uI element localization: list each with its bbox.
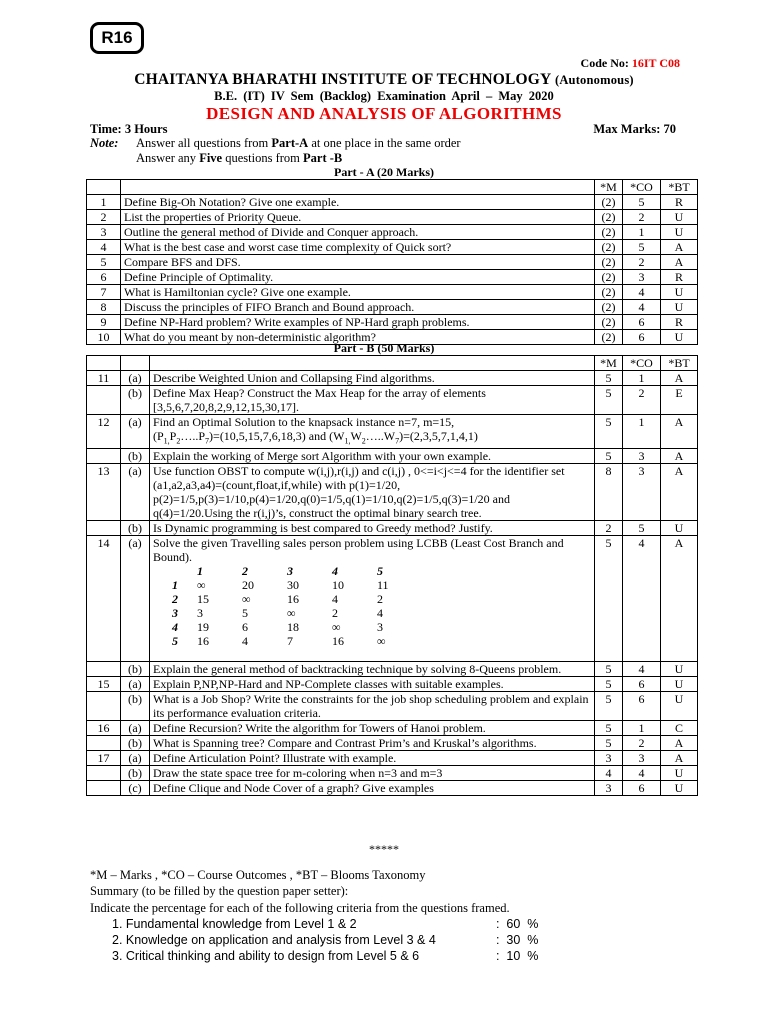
sub-part: (b) bbox=[121, 386, 150, 415]
course-outcome: 6 bbox=[623, 677, 661, 692]
matrix-row bbox=[153, 578, 422, 592]
part-a-heading: Part - A (20 Marks) bbox=[334, 165, 434, 179]
course-outcome: 4 bbox=[623, 662, 661, 677]
question-text: Define Clique and Node Cover of a graph? Give examples bbox=[150, 781, 595, 796]
blooms-level: U bbox=[661, 225, 698, 240]
matrix-cell: 10 bbox=[332, 578, 344, 593]
matrix-cell: 3 bbox=[377, 620, 383, 635]
question-number: 3 bbox=[87, 225, 121, 240]
matrix-corner bbox=[153, 564, 197, 578]
header-sub bbox=[121, 356, 150, 371]
institute-suffix: (Autonomous) bbox=[554, 73, 634, 87]
blooms-level: A bbox=[661, 255, 698, 270]
marks: 3 bbox=[595, 751, 623, 766]
criteria-percent: : 30 % bbox=[496, 933, 539, 947]
matrix-cell: 4 bbox=[332, 592, 338, 607]
blooms-level: U bbox=[661, 677, 698, 692]
question-text: Explain P,NP,NP-Hard and NP-Complete classes with suitable examples. bbox=[150, 677, 595, 692]
question-text bbox=[150, 536, 595, 662]
question-number-empty bbox=[87, 781, 121, 796]
marks: (2) bbox=[595, 225, 623, 240]
question-text: Compare BFS and DFS. bbox=[121, 255, 595, 270]
table-row bbox=[87, 270, 698, 285]
course-outcome: 3 bbox=[623, 449, 661, 464]
question-number: 15 bbox=[87, 677, 121, 692]
matrix-row-header: 1 bbox=[172, 578, 178, 593]
institute-name bbox=[0, 71, 768, 89]
note2-bold1: Five bbox=[199, 151, 223, 165]
sub-part: (a) bbox=[121, 677, 150, 692]
course-outcome: 2 bbox=[623, 736, 661, 751]
marks: 5 bbox=[595, 371, 623, 386]
marks: (2) bbox=[595, 240, 623, 255]
marks: 4 bbox=[595, 766, 623, 781]
table-row bbox=[87, 225, 698, 240]
end-stars: ***** bbox=[369, 842, 399, 856]
sub-part: (a) bbox=[121, 371, 150, 386]
question-text: What is the best case and worst case time complexity of Quick sort? bbox=[121, 240, 595, 255]
question-number-empty bbox=[87, 766, 121, 781]
header-no bbox=[87, 356, 121, 371]
course-outcome: 5 bbox=[623, 240, 661, 255]
sub-part: (b) bbox=[121, 449, 150, 464]
question-number: 1 bbox=[87, 195, 121, 210]
header-no bbox=[87, 180, 121, 195]
table-row bbox=[87, 210, 698, 225]
sub-part: (b) bbox=[121, 736, 150, 751]
matrix-cell: 4 bbox=[377, 606, 383, 621]
marks: 5 bbox=[595, 449, 623, 464]
course-outcome: 4 bbox=[623, 766, 661, 781]
question-number: 12 bbox=[87, 415, 121, 449]
marks: (2) bbox=[595, 255, 623, 270]
matrix-cell: 2 bbox=[332, 606, 338, 621]
blooms-level: U bbox=[661, 662, 698, 677]
note2-pre: Answer any bbox=[136, 151, 200, 165]
question-number: 8 bbox=[87, 300, 121, 315]
course-outcome: 2 bbox=[623, 255, 661, 270]
course-outcome: 4 bbox=[623, 536, 661, 662]
table-row bbox=[87, 255, 698, 270]
matrix-cell: 16 bbox=[197, 634, 209, 649]
table-row bbox=[87, 692, 698, 721]
sub-part: (a) bbox=[121, 721, 150, 736]
matrix-col-header: 1 bbox=[197, 564, 203, 579]
question-number-empty bbox=[87, 449, 121, 464]
matrix-cell: 20 bbox=[242, 578, 254, 593]
course-outcome: 1 bbox=[623, 225, 661, 240]
matrix-cell: 3 bbox=[197, 606, 203, 621]
sub-part: (a) bbox=[121, 415, 150, 449]
table-row bbox=[87, 464, 698, 521]
table-row bbox=[87, 536, 698, 662]
question-text-p-tail: =(10,5,15,7,6,18,3) and (W bbox=[213, 429, 345, 443]
matrix-cell: 2 bbox=[377, 592, 383, 607]
course-outcome: 5 bbox=[623, 521, 661, 536]
part-b-heading: Part - B (50 Marks) bbox=[333, 341, 435, 355]
code-label: Code No: bbox=[580, 56, 629, 70]
table-row bbox=[87, 386, 698, 415]
question-text: Define Recursion? Write the algorithm for Towers of Hanoi problem. bbox=[150, 721, 595, 736]
table-row bbox=[87, 736, 698, 751]
part-a-header-row bbox=[87, 180, 698, 195]
matrix-col-header: 4 bbox=[332, 564, 338, 579]
criteria-item bbox=[112, 949, 539, 963]
marks: (2) bbox=[595, 315, 623, 330]
note-line-1 bbox=[136, 136, 461, 151]
sub-part: (b) bbox=[121, 692, 150, 721]
course-outcome: 4 bbox=[623, 300, 661, 315]
matrix-row-header: 2 bbox=[172, 592, 178, 607]
course-outcome: 2 bbox=[623, 386, 661, 415]
course-outcome: 2 bbox=[623, 210, 661, 225]
matrix-row-header: 3 bbox=[172, 606, 178, 621]
question-text: What do you meant by non-deterministic algorithm? bbox=[121, 330, 595, 345]
matrix-cell: ∞ bbox=[197, 578, 206, 593]
marks: (2) bbox=[595, 210, 623, 225]
marks: 5 bbox=[595, 677, 623, 692]
code-value: 16IT C08 bbox=[631, 56, 680, 70]
part-b-header-row bbox=[87, 356, 698, 371]
matrix-cell: ∞ bbox=[332, 620, 341, 635]
course-outcome: 1 bbox=[623, 415, 661, 449]
blooms-level: C bbox=[661, 721, 698, 736]
marks: 2 bbox=[595, 521, 623, 536]
question-number: 10 bbox=[87, 330, 121, 345]
matrix-row-header: 5 bbox=[172, 634, 178, 649]
blooms-level: U bbox=[661, 285, 698, 300]
question-text: What is Hamiltonian cycle? Give one example. bbox=[121, 285, 595, 300]
table-row bbox=[87, 662, 698, 677]
question-text: Define Principle of Optimality. bbox=[121, 270, 595, 285]
marks: 5 bbox=[595, 721, 623, 736]
course-outcome: 6 bbox=[623, 692, 661, 721]
matrix-cell: ∞ bbox=[242, 592, 251, 607]
marks: 5 bbox=[595, 386, 623, 415]
header-co: *CO bbox=[623, 180, 661, 195]
sub-part: (c) bbox=[121, 781, 150, 796]
course-outcome: 5 bbox=[623, 195, 661, 210]
marks: 3 bbox=[595, 781, 623, 796]
blooms-level: U bbox=[661, 330, 698, 345]
marks: 5 bbox=[595, 692, 623, 721]
matrix-header-row bbox=[153, 564, 422, 578]
question-number: 9 bbox=[87, 315, 121, 330]
blooms-level: U bbox=[661, 692, 698, 721]
matrix-cell: 16 bbox=[332, 634, 344, 649]
marks: (2) bbox=[595, 285, 623, 300]
question-text: Outline the general method of Divide and Conquer approach. bbox=[121, 225, 595, 240]
matrix-row bbox=[153, 592, 422, 606]
question-text: Define Big-Oh Notation? Give one example. bbox=[121, 195, 595, 210]
matrix-cell: 15 bbox=[197, 592, 209, 607]
matrix-cell: ∞ bbox=[287, 606, 296, 621]
table-row bbox=[87, 721, 698, 736]
question-number-empty bbox=[87, 736, 121, 751]
question-text: Explain the general method of backtracking technique by solving 8-Queens problem. bbox=[150, 662, 595, 677]
matrix-col-header: 3 bbox=[287, 564, 293, 579]
question-text: Discuss the principles of FIFO Branch and Bound approach. bbox=[121, 300, 595, 315]
sub-part: (b) bbox=[121, 766, 150, 781]
question-text: Define NP-Hard problem? Write examples of NP-Hard graph problems. bbox=[121, 315, 595, 330]
question-number-empty bbox=[87, 692, 121, 721]
header-question bbox=[150, 356, 595, 371]
marks: (2) bbox=[595, 300, 623, 315]
table-row bbox=[87, 371, 698, 386]
note1-post: at one place in the same order bbox=[308, 136, 461, 150]
time-allowed: Time: 3 Hours bbox=[90, 122, 168, 136]
question-text: What is Spanning tree? Compare and Contrast Prim’s and Kruskal’s algorithms. bbox=[150, 736, 595, 751]
tsp-cost-matrix bbox=[153, 564, 422, 648]
matrix-row-header: 4 bbox=[172, 620, 178, 635]
blooms-level: A bbox=[661, 536, 698, 662]
marks: 5 bbox=[595, 415, 623, 449]
question-number-empty bbox=[87, 662, 121, 677]
table-row bbox=[87, 766, 698, 781]
part-a-table bbox=[86, 179, 698, 345]
blooms-level: U bbox=[661, 521, 698, 536]
question-number: 16 bbox=[87, 721, 121, 736]
question-text: List the properties of Priority Queue. bbox=[121, 210, 595, 225]
question-text: Explain the working of Merge sort Algorithm with your own example. bbox=[150, 449, 595, 464]
marks: (2) bbox=[595, 270, 623, 285]
table-row bbox=[87, 521, 698, 536]
matrix-cell: 5 bbox=[242, 606, 248, 621]
blooms-level: A bbox=[661, 751, 698, 766]
summary-intro: Indicate the percentage for each of the following criteria from the questions framed. bbox=[90, 901, 510, 915]
question-text: Find an Optimal Solution to the knapsack instance n=7, m=15, $(P_{1,}P_2\dots..P_7)=(10,5,15,7,6,18,3)$ and $(W_{1,}W_2\dots..W_7)=(2,3,5,7,1,4,1)$ bbox=[150, 415, 595, 449]
institute-title: CHAITANYA BHARATHI INSTITUTE OF TECHNOLOGY bbox=[134, 71, 551, 88]
table-row bbox=[87, 315, 698, 330]
matrix-cell: 6 bbox=[242, 620, 248, 635]
note1-bold: Part-A bbox=[271, 136, 309, 150]
matrix-col-header: 5 bbox=[377, 564, 383, 579]
matrix-row bbox=[153, 634, 422, 648]
note-line-2 bbox=[136, 151, 342, 166]
blooms-level: A bbox=[661, 736, 698, 751]
criteria-item bbox=[112, 933, 539, 947]
course-outcome: 1 bbox=[623, 371, 661, 386]
blooms-level: E bbox=[661, 386, 698, 415]
question-number-empty bbox=[87, 521, 121, 536]
marks: 5 bbox=[595, 736, 623, 751]
note2-mid: questions from bbox=[222, 151, 304, 165]
header-marks: *M bbox=[595, 356, 623, 371]
table-row bbox=[87, 677, 698, 692]
criteria-percent: : 60 % bbox=[496, 917, 539, 931]
matrix-cell: 7 bbox=[287, 634, 293, 649]
header-bt: *BT bbox=[661, 356, 698, 371]
note-label-text: Note: bbox=[90, 136, 119, 150]
question-text: Define Articulation Point? Illustrate with example. bbox=[150, 751, 595, 766]
sub-part: (a) bbox=[121, 751, 150, 766]
table-row bbox=[87, 240, 698, 255]
sub-part: (b) bbox=[121, 521, 150, 536]
table-row bbox=[87, 285, 698, 300]
marks: (2) bbox=[595, 195, 623, 210]
matrix-cell: 18 bbox=[287, 620, 299, 635]
table-row bbox=[87, 751, 698, 766]
sub-part: (a) bbox=[121, 536, 150, 662]
table-row bbox=[87, 195, 698, 210]
matrix-cell: 4 bbox=[242, 634, 248, 649]
table-row bbox=[87, 415, 698, 449]
question-number: 13 bbox=[87, 464, 121, 521]
matrix-cell: 11 bbox=[377, 578, 389, 593]
blooms-level: A bbox=[661, 371, 698, 386]
question-text-p: (P bbox=[153, 429, 164, 443]
question-number: 7 bbox=[87, 285, 121, 300]
blooms-level: R bbox=[661, 270, 698, 285]
matrix-cell: 16 bbox=[287, 592, 299, 607]
blooms-level: R bbox=[661, 195, 698, 210]
marks: 5 bbox=[595, 662, 623, 677]
sub-part: (a) bbox=[121, 464, 150, 521]
question-text-line1: Find an Optimal Solution to the knapsack instance n=7, m=15, bbox=[153, 415, 455, 429]
table-row bbox=[87, 300, 698, 315]
question-text: What is a Job Shop? Write the constraints for the job shop scheduling problem and explain its performance evaluation criteria. bbox=[150, 692, 595, 721]
question-number: 2 bbox=[87, 210, 121, 225]
course-outcome: 3 bbox=[623, 270, 661, 285]
question-text: Describe Weighted Union and Collapsing Find algorithms. bbox=[150, 371, 595, 386]
question-text: Use function OBST to compute w(i,j),r(i,j) and c(i,j) , 0<=i<j<=4 for the identifier set (a1,a2,a3,a4)=(count,float,if,while) with p(1)=1/20, p(2)=1/5,p(3)=1/10,p(4)=1/20,q(0)=1/5,q(1)=1/10,q(2)=1/5,q(3)=1/20 and q(4)=1/20.Using the r(i,j)’s, construct the optimal binary search tree. bbox=[150, 464, 595, 521]
note-label bbox=[90, 136, 118, 151]
criteria-item bbox=[112, 917, 539, 931]
note1-pre: Answer all questions from bbox=[136, 136, 272, 150]
blooms-level: A bbox=[661, 415, 698, 449]
header-question bbox=[121, 180, 595, 195]
course-outcome: 6 bbox=[623, 781, 661, 796]
matrix-col-header: 2 bbox=[242, 564, 248, 579]
course-outcome: 1 bbox=[623, 721, 661, 736]
part-b-table bbox=[86, 355, 698, 796]
course-outcome: 3 bbox=[623, 751, 661, 766]
matrix-row bbox=[153, 620, 422, 634]
matrix-cell: ∞ bbox=[377, 634, 386, 649]
criteria-label: 3. Critical thinking and ability to design from Level 5 & 6 bbox=[112, 949, 420, 963]
code-number bbox=[581, 56, 680, 71]
question-text-w-tail: =(2,3,5,7,1,4,1) bbox=[403, 429, 478, 443]
blooms-level: U bbox=[661, 766, 698, 781]
header-co: *CO bbox=[623, 356, 661, 371]
criteria-label: 2. Knowledge on application and analysis from Level 3 & 4 bbox=[112, 933, 436, 947]
criteria-percent: : 10 % bbox=[496, 949, 539, 963]
exam-line: B.E. (IT) IV Sem (Backlog) Examination April – May 2020 bbox=[214, 89, 554, 103]
summary-label: Summary (to be filled by the question paper setter): bbox=[90, 884, 349, 898]
table-row bbox=[87, 781, 698, 796]
criteria-label: 1. Fundamental knowledge from Level 1 & 2 bbox=[112, 917, 357, 931]
header-marks: *M bbox=[595, 180, 623, 195]
question-number: 14 bbox=[87, 536, 121, 662]
marks: (2) bbox=[595, 330, 623, 345]
blooms-level: U bbox=[661, 300, 698, 315]
note2-bold2: Part -B bbox=[303, 151, 343, 165]
question-text: Define Max Heap? Construct the Max Heap for the array of elements [3,5,6,7,20,8,2,9,12,15,30,17]. bbox=[150, 386, 595, 415]
question-number: 4 bbox=[87, 240, 121, 255]
question-text: Draw the state space tree for m-coloring when n=3 and m=3 bbox=[150, 766, 595, 781]
question-text: Is Dynamic programming is best compared to Greedy method? Justify. bbox=[150, 521, 595, 536]
course-outcome: 4 bbox=[623, 285, 661, 300]
question-number: 17 bbox=[87, 751, 121, 766]
header-bt: *BT bbox=[661, 180, 698, 195]
sub-part: (b) bbox=[121, 662, 150, 677]
max-marks: Max Marks: 70 bbox=[593, 122, 676, 136]
subject-title: DESIGN AND ANALYSIS OF ALGORITHMS bbox=[206, 104, 562, 123]
matrix-cell: 19 bbox=[197, 620, 209, 635]
course-outcome: 3 bbox=[623, 464, 661, 521]
regulation-badge: R16 bbox=[90, 22, 144, 54]
question-number: 6 bbox=[87, 270, 121, 285]
question-number: 11 bbox=[87, 371, 121, 386]
question-text-body: Solve the given Travelling sales person problem using LCBB (Least Cost Branch and Bound). bbox=[153, 536, 564, 565]
course-outcome: 6 bbox=[623, 330, 661, 345]
marks: 5 bbox=[595, 536, 623, 662]
blooms-level: A bbox=[661, 464, 698, 521]
blooms-level: A bbox=[661, 240, 698, 255]
blooms-level: A bbox=[661, 449, 698, 464]
blooms-level: R bbox=[661, 315, 698, 330]
course-outcome: 6 bbox=[623, 315, 661, 330]
table-row bbox=[87, 449, 698, 464]
matrix-row bbox=[153, 606, 422, 620]
question-number-empty bbox=[87, 386, 121, 415]
matrix-cell: 30 bbox=[287, 578, 299, 593]
abbreviation-legend: *M – Marks , *CO – Course Outcomes , *BT – Blooms Taxonomy bbox=[90, 868, 426, 882]
blooms-level: U bbox=[661, 210, 698, 225]
blooms-level: U bbox=[661, 781, 698, 796]
question-number: 5 bbox=[87, 255, 121, 270]
marks: 8 bbox=[595, 464, 623, 521]
